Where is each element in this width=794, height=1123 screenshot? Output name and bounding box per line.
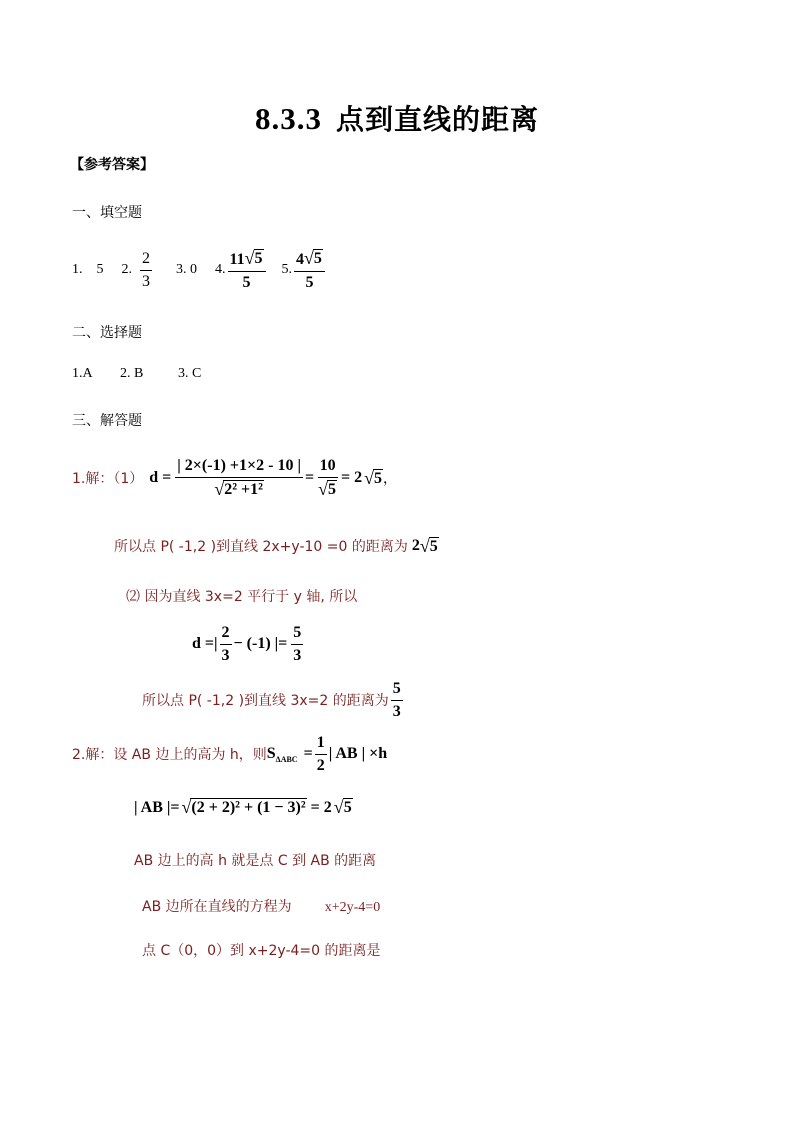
ab-length-formula: | AB |= √ (2 + 2)² + (1 − 3)² = 2 √ 5 xyxy=(134,797,352,817)
d-label: d = xyxy=(149,469,172,486)
choice-1: 1.A xyxy=(72,366,93,381)
fill-2-numerator: 2 xyxy=(140,250,152,271)
problem2-prefix: 2.解：设 AB 边上的高为 h，则 xyxy=(72,747,267,763)
ab-expression: (2 + 2)² + (1 − 3)² xyxy=(191,799,306,816)
fill-2-fraction xyxy=(140,250,152,290)
problem2-line-b-eq: x+2y-4=0 xyxy=(324,900,381,915)
line2-den: 3 xyxy=(392,702,401,720)
d2-den: 3 xyxy=(221,646,230,664)
problem1-part2: ⑵ 因为直线 3x=2 平行于 y 轴, 所以 xyxy=(126,589,358,605)
section-solve-heading: 三、解答题 xyxy=(72,413,142,429)
fill-4-coef: 11 xyxy=(229,250,245,268)
section-number: 8.3.3 xyxy=(254,101,322,136)
distance-numerator: | 2×(-1) +1×2 - 10 | xyxy=(175,457,303,478)
fill-4-fraction: 11 √ 5 5 xyxy=(228,249,266,291)
section-fill-heading: 一、填空题 xyxy=(72,205,142,221)
distance-denominator: 2² +1² xyxy=(224,480,263,498)
fill-1-label: 1. xyxy=(72,262,83,277)
d2-rden: 3 xyxy=(293,646,302,664)
ten: 10 xyxy=(318,457,338,478)
fill-4-denominator: 5 xyxy=(242,273,251,291)
fill-answers-row xyxy=(72,247,327,291)
half-den: 2 xyxy=(316,756,325,774)
fill-5-radicand: 5 xyxy=(313,249,322,267)
fill-1-value: 5 xyxy=(96,262,104,277)
line2-num: 5 xyxy=(391,680,403,701)
line1-coef: 2 xyxy=(411,537,420,554)
fill-2-denominator: 3 xyxy=(142,272,150,290)
page-title xyxy=(0,98,794,138)
area-label: S xyxy=(266,745,276,762)
problem1-line2 xyxy=(142,678,405,722)
section-choice-heading: 二、选择题 xyxy=(72,325,142,341)
choice-3: 3. C xyxy=(178,366,202,381)
result-radicand: 5 xyxy=(374,469,383,487)
area-eq: = xyxy=(303,745,313,762)
d2-result xyxy=(291,624,303,664)
ab-label: | AB |= xyxy=(134,798,180,816)
problem1-prefix: 1.解：（1） xyxy=(72,471,144,487)
d2-label: d =| xyxy=(192,635,218,652)
eq-1: = xyxy=(305,469,315,486)
fill-3: 3. 0 xyxy=(176,262,197,277)
problem2-line-c: 点 C（0，0）到 x+2y-4=0 的距离是 xyxy=(142,943,381,959)
eq-2: = 2 xyxy=(341,469,363,486)
d2-fraction xyxy=(220,624,232,664)
d2-formula xyxy=(192,622,305,666)
problem2-line-a: AB 边上的高 h 就是点 C 到 AB 的距离 xyxy=(134,853,377,869)
area-subscript: ΔABC xyxy=(275,754,298,764)
d2-num: 2 xyxy=(220,624,232,645)
line1-radicand: 5 xyxy=(429,537,438,555)
problem2-line-b-text: AB 边所在直线的方程为 xyxy=(142,899,292,915)
problem1-conclusion: 所以点 P( -1,2 )到直线 2x+y-10 =0 的距离为 2 √ 5 xyxy=(114,535,438,556)
problem1-line2-text: 所以点 P( -1,2 )到直线 3x=2 的距离为 xyxy=(142,693,389,709)
fill-5-coef: 4 xyxy=(296,250,305,268)
answer-heading: 【参考答案】 xyxy=(70,157,154,173)
root5: 5 xyxy=(328,480,337,498)
fill-4-label: 4. xyxy=(215,262,226,277)
line2-fraction xyxy=(391,680,403,720)
d2-rnum: 5 xyxy=(291,624,303,645)
title-text: 点到直线的距离 xyxy=(335,103,539,136)
ab-radicand: 5 xyxy=(343,799,352,816)
ab-result: = 2 xyxy=(310,798,332,816)
distance-fraction: | 2×(-1) +1×2 - 10 | √ 2² +1² xyxy=(177,456,301,499)
fill-5-denominator: 5 xyxy=(305,273,314,291)
problem2-formula xyxy=(72,732,387,776)
ten-over-root5: 10 √ 5 xyxy=(318,456,337,499)
problem1-formula: 1.解：（1） d = | 2×(-1) +1×2 - 10 | √ 2² +1² = 10 √ 5 = 2 √ 5 ， xyxy=(72,456,398,499)
area-tail: | AB | ×h xyxy=(328,745,388,762)
problem1-line1: 所以点 P( -1,2 )到直线 2x+y-10 =0 的距离为 xyxy=(114,539,408,555)
half-fraction xyxy=(315,734,327,774)
choice-2: 2. B xyxy=(120,366,144,381)
half-num: 1 xyxy=(315,734,327,755)
fill-5-fraction: 4 √ 5 5 xyxy=(294,249,325,291)
d2-mid: − (-1) |= xyxy=(233,635,288,652)
problem2-line-b xyxy=(142,896,380,916)
fill-5-label: 5. xyxy=(281,262,293,277)
comma: ， xyxy=(383,472,398,487)
fill-2-label: 2. xyxy=(121,262,132,277)
fill-4-radicand: 5 xyxy=(254,249,263,267)
